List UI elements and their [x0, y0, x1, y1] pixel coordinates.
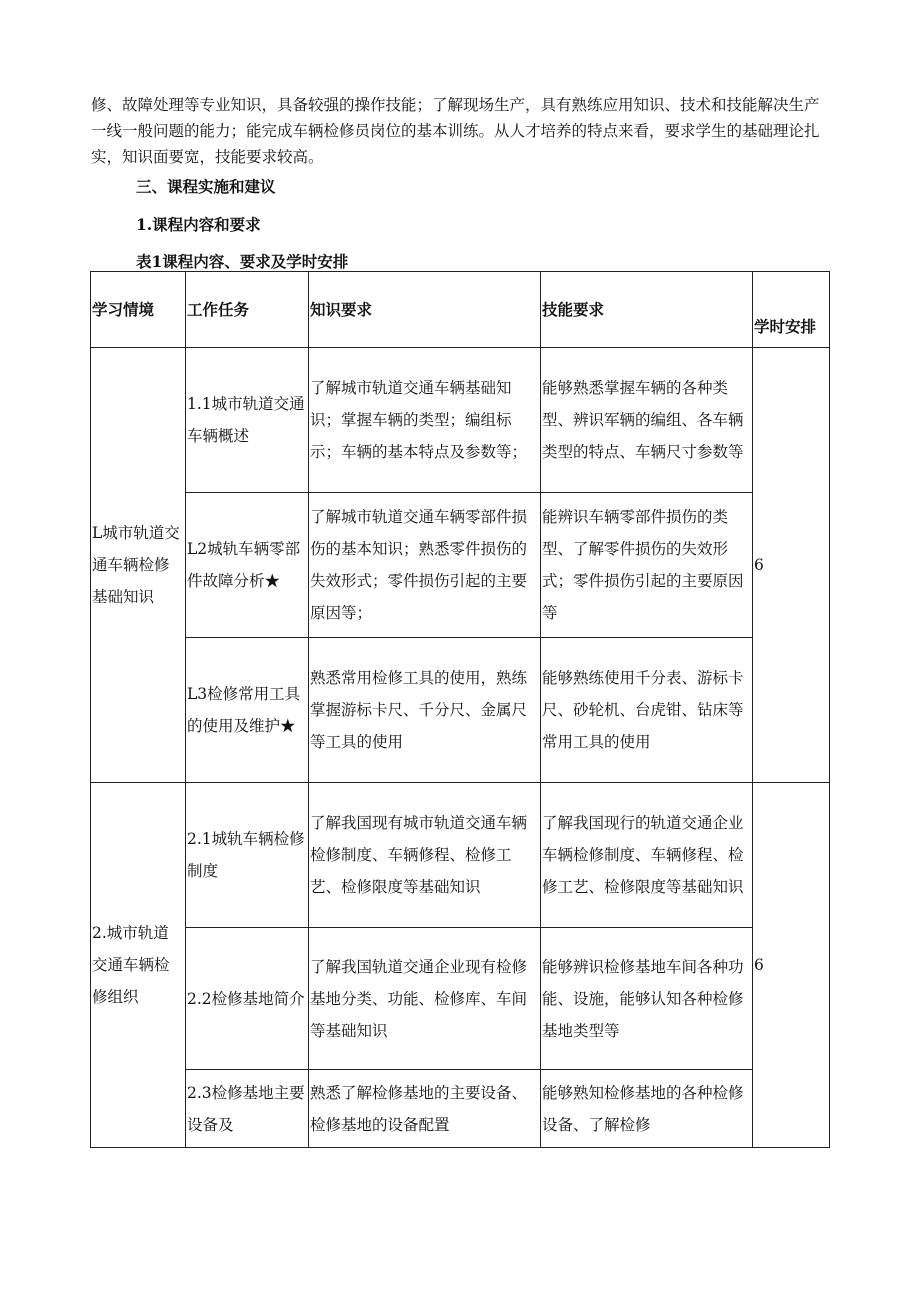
- skill-cell: 能够熟知检修基地的各种检修设备、了解检修: [541, 1070, 753, 1148]
- knowledge-cell: 了解城市轨道交通车辆基础知识；掌握车辆的类型；编组标示；车辆的基本特点及参数等；: [309, 348, 541, 493]
- table-row: [91, 638, 830, 783]
- task-cell: L3检修常用工具的使用及维护★: [186, 638, 309, 783]
- knowledge-cell: 熟悉常用检修工具的使用，熟练掌握游标卡尺、千分尺、金属尺等工具的使用: [309, 638, 541, 783]
- task-cell: 2.3检修基地主要设备及: [186, 1070, 309, 1148]
- task-cell: 2.2检修基地简介: [186, 928, 309, 1070]
- situation-cell: L城市轨道交通车辆检修基础知识: [91, 348, 186, 783]
- table-row: [91, 783, 830, 928]
- skill-cell: 能够熟练使用千分表、游标卡尺、砂轮机、台虎钳、钻床等常用工具的使用: [541, 638, 753, 783]
- skill-cell: 能够熟悉掌握车辆的各种类型、辨识军辆的编组、各车辆类型的特点、车辆尺寸参数等: [541, 348, 753, 493]
- skill-cell: 能辨识车辆零部件损伤的类型、了解零件损伤的失效形式；零件损伤引起的主要原因等: [541, 493, 753, 638]
- table-caption: 表1课程内容、要求及学时安排: [136, 252, 349, 271]
- header-skill: 技能要求: [541, 272, 753, 348]
- knowledge-cell: 了解我国现有城市轨道交通车辆检修制度、车辆修程、检修工艺、检修限度等基础知识: [309, 783, 541, 928]
- task-cell: L2城轨车辆零部件故障分析★: [186, 493, 309, 638]
- hours-cell: 6: [753, 783, 830, 1148]
- header-knowledge: 知识要求: [309, 272, 541, 348]
- table-row: [91, 1070, 830, 1148]
- task-cell: 2.1城轨车辆检修制度: [186, 783, 309, 928]
- table-row: [91, 928, 830, 1070]
- skill-cell: 能够辨识检修基地车间各种功能、设施，能够认知各种检修基地类型等: [541, 928, 753, 1070]
- knowledge-cell: 熟悉了解检修基地的主要设备、检修基地的设备配置: [309, 1070, 541, 1148]
- header-task: 工作任务: [186, 272, 309, 348]
- skill-cell: 了解我国现行的轨道交通企业车辆检修制度、车辆修程、检修工艺、检修限度等基础知识: [541, 783, 753, 928]
- section-heading: 三、课程实施和建议: [136, 177, 276, 196]
- subsection-heading: 1.课程内容和要求: [136, 215, 261, 234]
- hours-cell: 6: [753, 348, 830, 783]
- intro-paragraph: 修、故障处理等专业知识，具备较强的操作技能；了解现场生产，具有熟练应用知识、技术和技能解决生产一线一般问题的能力；能完成车辆检修员岗位的基本训练。从人才培养的特点来看，要求学生的基础理论扎实，知识面要宽，技能要求较高。: [91, 96, 820, 166]
- header-hours: 学时安排: [753, 272, 830, 348]
- situation-cell: 2.城市轨道交通车辆检修组织: [91, 783, 186, 1148]
- table-row: [91, 348, 830, 493]
- knowledge-cell: 了解城市轨道交通车辆零部件损伤的基本知识；熟悉零件损伤的失效形式；零件损伤引起的主要原因等；: [309, 493, 541, 638]
- table-row: [91, 493, 830, 638]
- task-cell: 1.1城市轨道交通车辆概述: [186, 348, 309, 493]
- knowledge-cell: 了解我国轨道交通企业现有检修基地分类、功能、检修库、车间等基础知识: [309, 928, 541, 1070]
- course-content-table: [90, 271, 830, 1148]
- header-situation: 学习情境: [91, 272, 186, 348]
- table-header-row: [91, 272, 830, 348]
